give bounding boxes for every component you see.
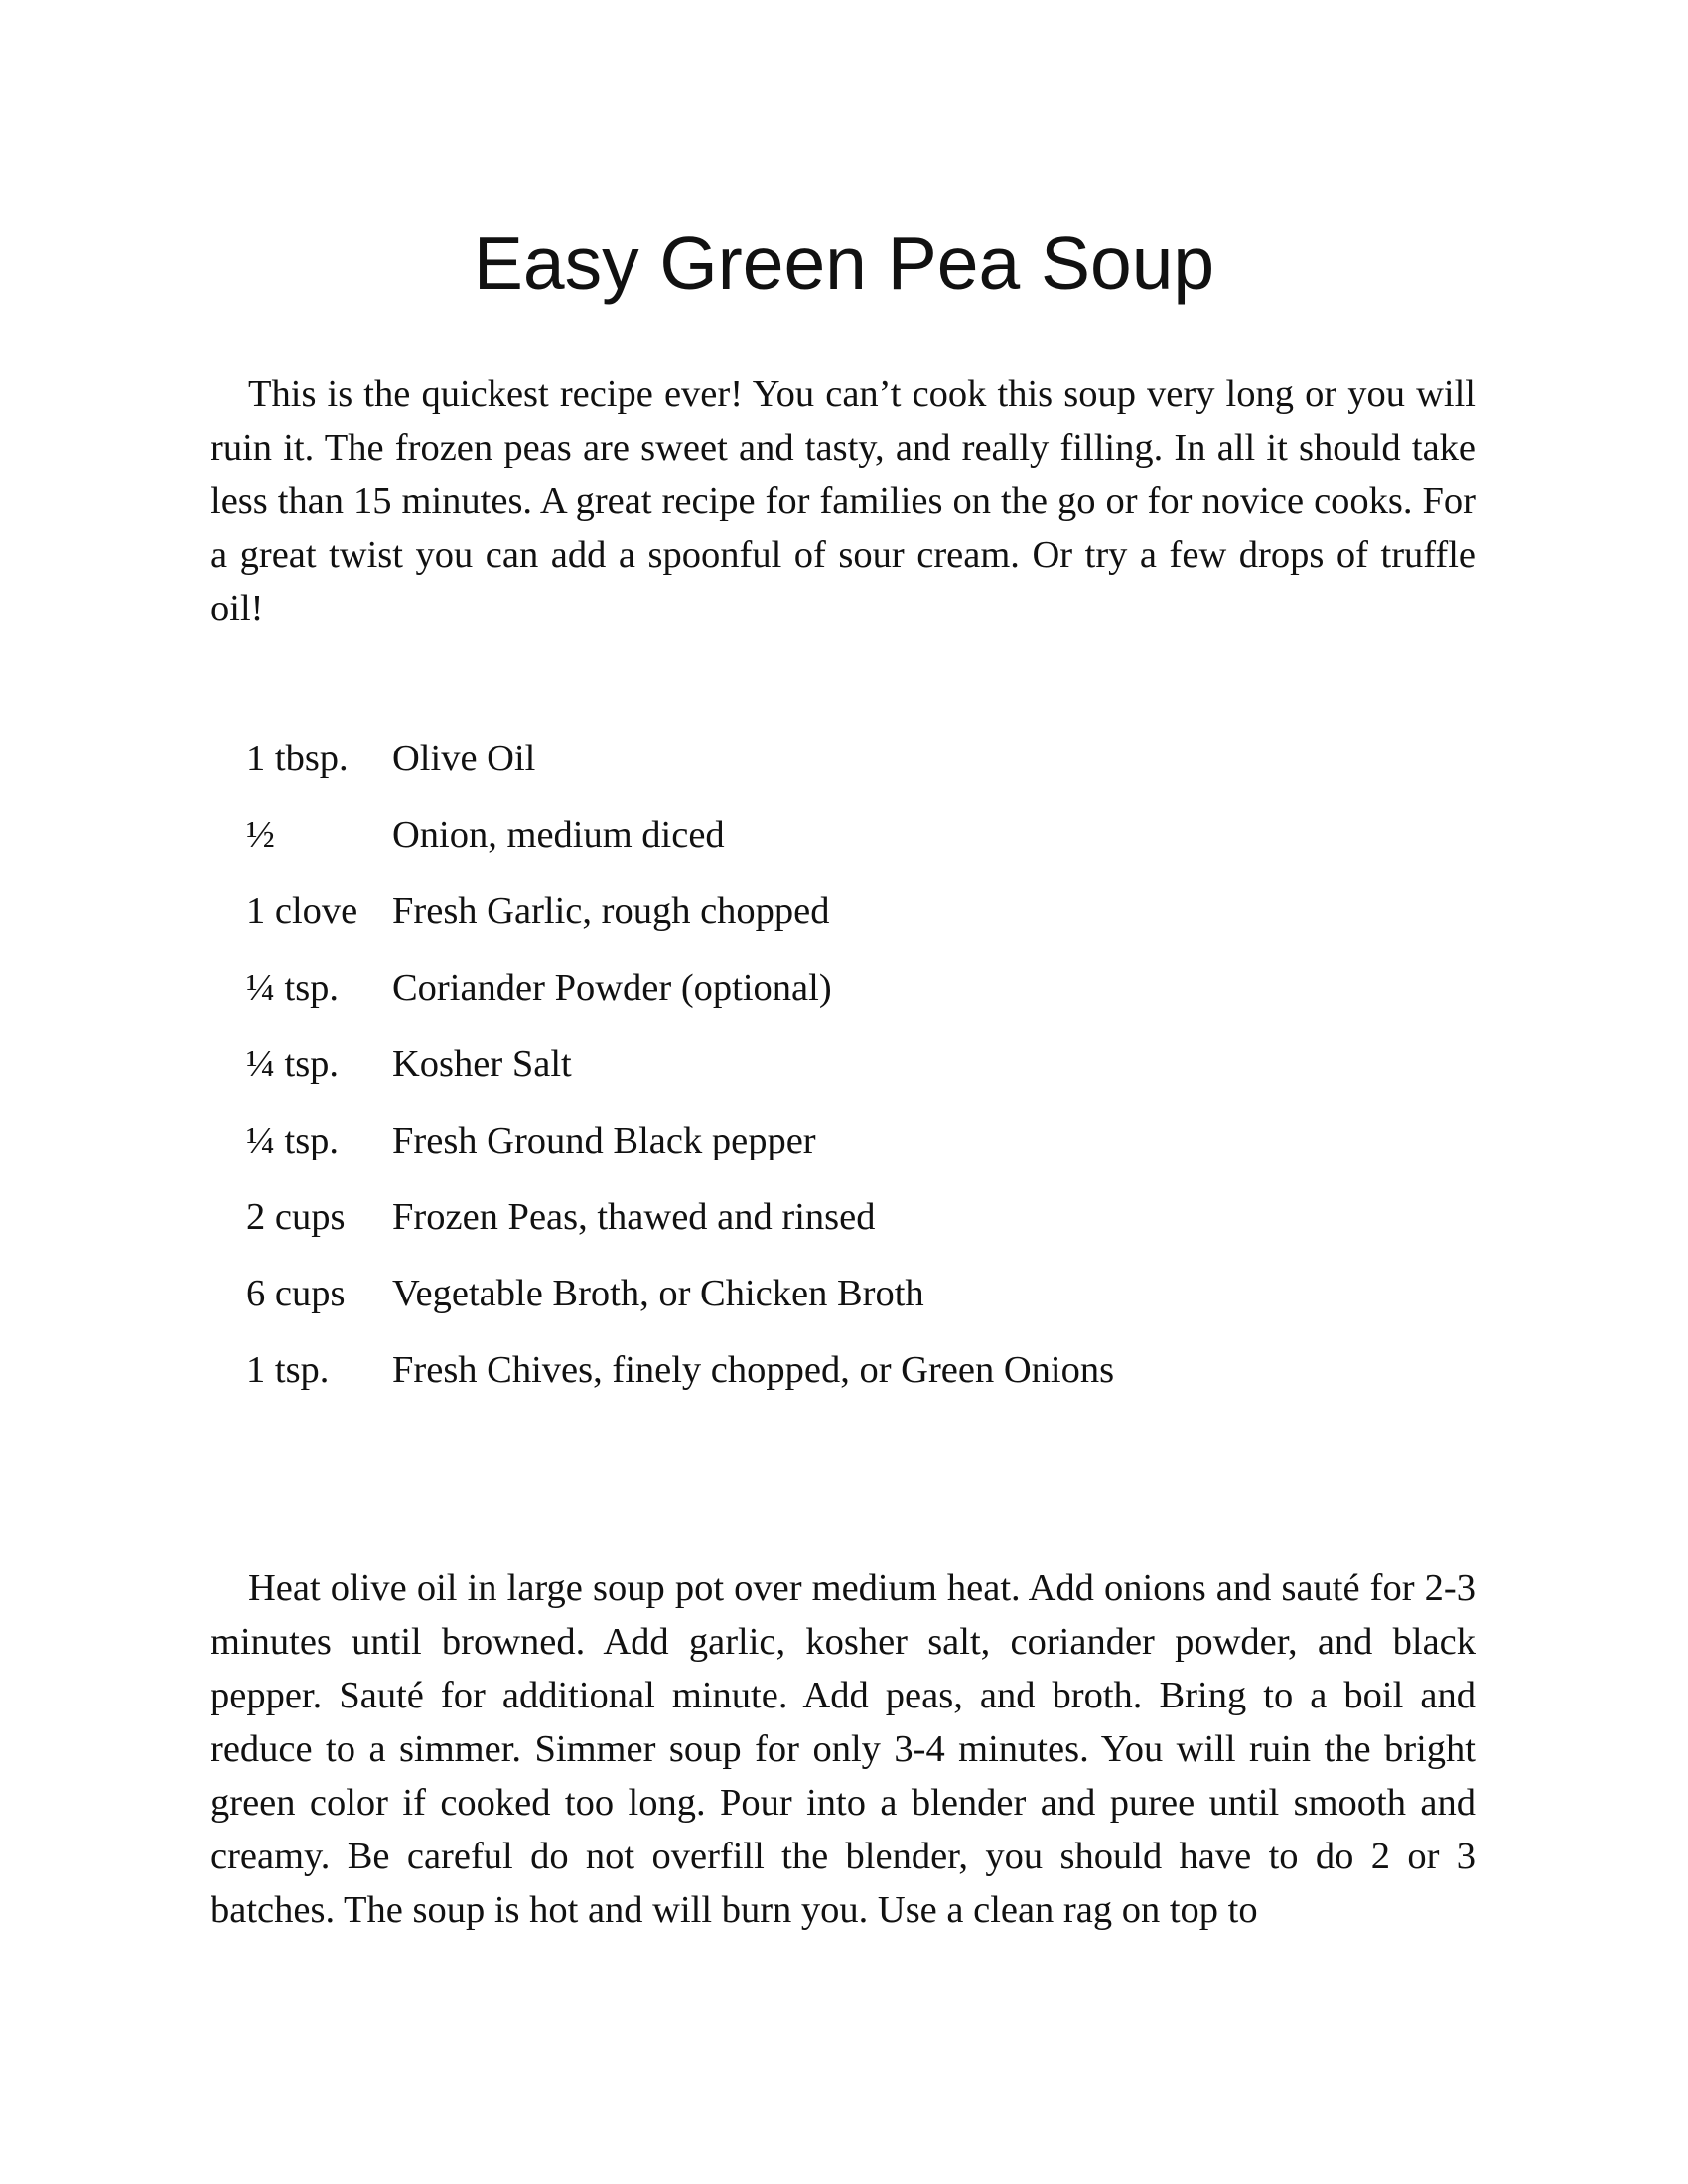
ingredient-quantity: 1 clove <box>246 890 358 932</box>
ingredient-name: Kosher Salt <box>392 1043 572 1085</box>
ingredient-row <box>246 889 1114 966</box>
ingredient-quantity: ¼ tsp. <box>246 1120 340 1161</box>
ingredient-name: Fresh Ground Black pepper <box>392 1120 816 1161</box>
ingredient-row <box>246 813 1114 889</box>
ingredient-quantity: 2 cups <box>246 1196 346 1238</box>
ingredient-row <box>246 1348 1114 1425</box>
ingredient-row <box>246 966 1114 1042</box>
ingredient-row <box>246 1119 1114 1195</box>
recipe-title: Easy Green Pea Soup <box>473 221 1215 305</box>
ingredient-name: Vegetable Broth, or Chicken Broth <box>392 1273 924 1314</box>
ingredient-row <box>246 737 1114 813</box>
ingredient-list <box>246 737 1114 1425</box>
ingredient-quantity: ¼ tsp. <box>246 967 340 1009</box>
ingredient-row <box>246 1272 1114 1348</box>
ingredient-quantity: 6 cups <box>246 1273 346 1314</box>
ingredient-row <box>246 1195 1114 1272</box>
ingredient-name: Olive Oil <box>392 738 536 779</box>
recipe-method: Heat olive oil in large soup pot over medium heat. Add onions and sauté for 2-3 minutes until browned. Add garlic, kosher salt, coriander powder, and black pepper. Sauté for additional minute. Add peas, and broth. Bring to a boil and reduce to a simmer. Simmer soup for only 3-4 minutes. You will ruin the bright green color if cooked too long. Pour into a blender and puree until smooth and creamy. Be careful do not overfill the blender, you should have to do 2 or 3 batches. The soup is hot and will burn you. Use a clean rag on top to <box>211 1568 1476 1931</box>
ingredient-row <box>246 1042 1114 1119</box>
ingredient-name: Fresh Garlic, rough chopped <box>392 890 830 932</box>
ingredient-name: Frozen Peas, thawed and rinsed <box>392 1196 876 1238</box>
ingredient-name: Fresh Chives, finely chopped, or Green Onions <box>392 1349 1115 1391</box>
ingredient-name: Onion, medium diced <box>392 814 725 856</box>
recipe-intro: This is the quickest recipe ever! You can’t cook this soup very long or you will ruin it. The frozen peas are sweet and tasty, and really filling. In all it should take less than 15 minutes. A great recipe for families on the go or for novice cooks. For a great twist you can add a spoonful of sour cream. Or try a few drops of truffle oil! <box>211 373 1476 629</box>
ingredient-name: Coriander Powder (optional) <box>392 967 832 1009</box>
ingredient-quantity: ¼ tsp. <box>246 1043 340 1085</box>
ingredient-quantity: ½ <box>246 814 275 856</box>
ingredient-quantity: 1 tbsp. <box>246 738 349 779</box>
ingredient-quantity: 1 tsp. <box>246 1349 330 1391</box>
